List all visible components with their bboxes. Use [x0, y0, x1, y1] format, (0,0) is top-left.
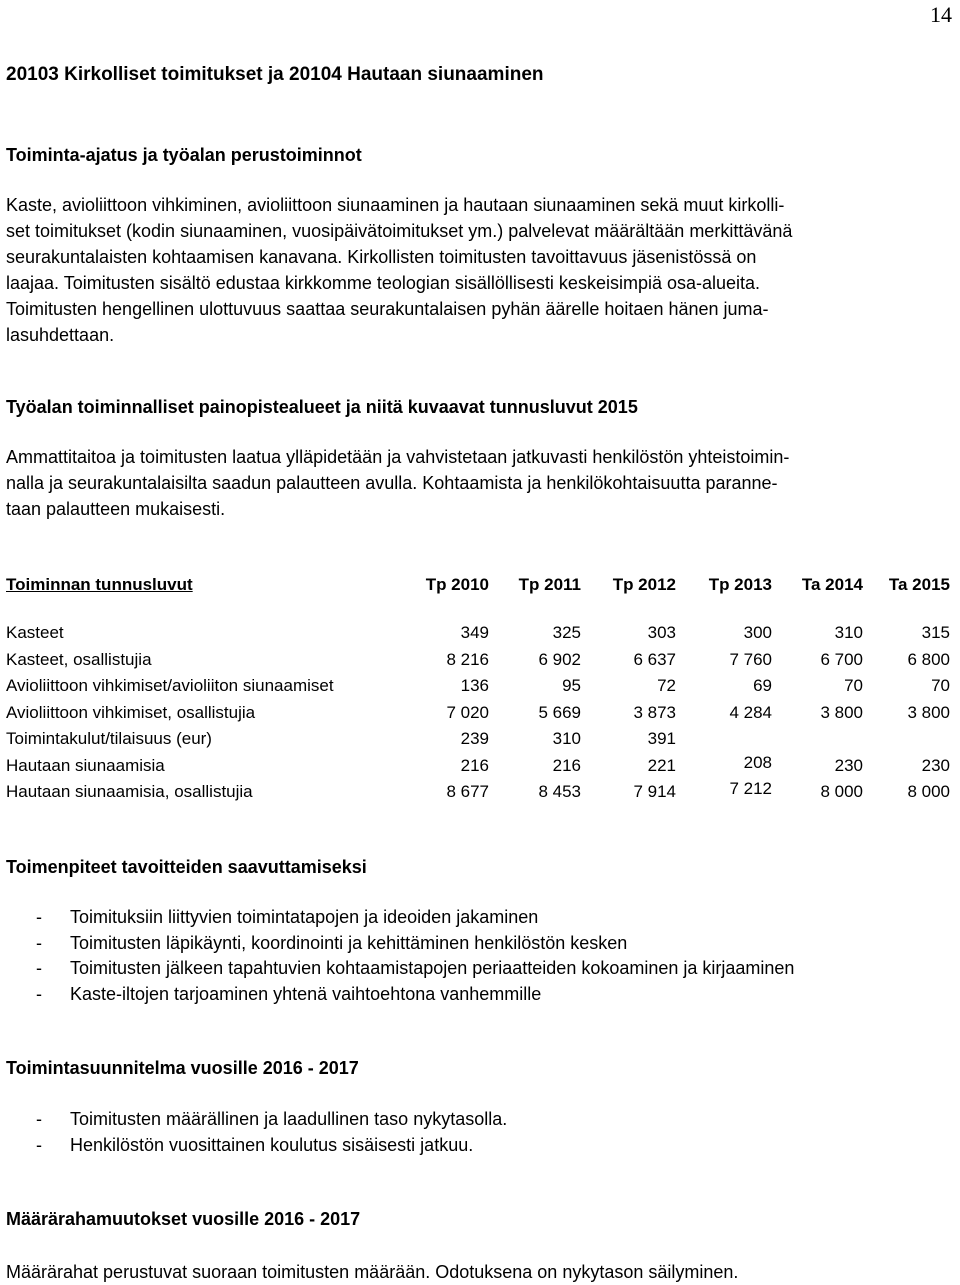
table-cell: 8 677 [446, 782, 489, 802]
table-cell: 315 [921, 623, 950, 643]
table-cell: 208 [743, 752, 772, 772]
row-label: Toimintakulut/tilaisuus (eur) [6, 729, 212, 749]
section-heading-budget: Määrärahamuutokset vuosille 2016 - 2017 [6, 1209, 361, 1229]
row-label: Kasteet, osallistujia [6, 649, 152, 669]
table-cell: 300 [743, 623, 772, 643]
list-item [36, 982, 794, 1008]
row-label: Hautaan siunaamisia, osallistujia [6, 782, 253, 802]
table-cell: 216 [460, 755, 489, 775]
column-header: Ta 2015 [888, 575, 950, 594]
paragraph-line: Ammattitaitoa ja toimitusten laatua ylläpidetään ja vahvistetaan jatkuvasti henkilöstön yhteistoimin- [6, 447, 790, 467]
list-item-text: Kaste-iltojen tarjoaminen yhtenä vaihtoehtona vanhemmille [70, 983, 542, 1004]
table-cell: 7 914 [633, 782, 676, 802]
table-cell: 216 [552, 755, 581, 775]
list-item-text: Toimitusten läpikäynti, koordinointi ja kehittäminen henkilöstön kesken [70, 932, 628, 953]
list-dash: - [36, 932, 42, 953]
list-dash: - [36, 907, 42, 927]
table-cell: 95 [562, 676, 581, 696]
table-row [6, 779, 952, 806]
plan-list [36, 1107, 507, 1158]
table-header-row [6, 572, 952, 620]
list-dash: - [36, 983, 42, 1004]
table-cell: 8 000 [820, 782, 863, 802]
section-heading-plan: Toimintasuunnitelma vuosille 2016 - 2017 [6, 1058, 359, 1078]
row-label: Kasteet [6, 623, 64, 643]
list-item-text: Henkilöstön vuosittainen koulutus sisäisesti jatkuu. [70, 1134, 474, 1155]
list-item [36, 931, 794, 957]
paragraph-line: laajaa. Toimitusten sisältö edustaa kirkkomme teologian sisällöllisesti keskeisimpiä osa-alueita. [6, 273, 761, 293]
paragraph-line: lasuhdettaan. [6, 325, 115, 345]
list-item-text: Toimituksiin liittyvien toimintatapojen ja ideoiden jakaminen [70, 907, 539, 927]
paragraph-line: Määrärahat perustuvat suoraan toimitusten määrään. Odotuksena on nykytason säilyminen. [6, 1262, 739, 1282]
column-header: Ta 2014 [801, 575, 863, 594]
table-cell: 4 284 [729, 702, 772, 722]
table-row [6, 620, 952, 647]
kpi-table [6, 572, 952, 806]
paragraph-line: Kaste, avioliittoon vihkiminen, avioliittoon siunaaminen ja hautaan siunaaminen sekä muut kirkolli- [6, 195, 785, 215]
section-heading-focus-areas: Työalan toiminnalliset painopistealueet ja niitä kuvaavat tunnusluvut 2015 [6, 397, 638, 417]
row-label: Avioliittoon vihkimiset/avioliiton siunaamiset [6, 676, 334, 696]
column-header: Tp 2012 [612, 575, 676, 594]
table-cell: 3 800 [907, 702, 950, 722]
page-title: 20103 Kirkolliset toimitukset ja 20104 Hautaan siunaaminen [6, 64, 544, 85]
paragraph-line: nalla ja seurakuntalaisilta saadun palautteen avulla. Kohtaamista ja henkilökohtaisuutta paranne- [6, 473, 778, 493]
table-cell: 8 000 [907, 782, 950, 802]
table-cell: 7 212 [729, 779, 772, 799]
table-cell: 303 [647, 623, 676, 643]
row-label: Hautaan siunaamisia [6, 755, 165, 775]
table-row [6, 726, 952, 753]
table-cell: 6 700 [820, 649, 863, 669]
paragraph-line: Toimitusten hengellinen ulottuvuus saattaa seurakuntalaisen pyhän äärelle hoitaen hänen juma- [6, 299, 769, 319]
table-cell: 72 [657, 676, 676, 696]
table-cell: 3 800 [820, 702, 863, 722]
table-cell: 5 669 [538, 702, 581, 722]
list-dash: - [36, 958, 42, 978]
paragraph-line: taan palautteen mukaisesti. [6, 499, 226, 519]
table-cell: 391 [647, 729, 676, 749]
table-row [6, 753, 952, 780]
table-cell: 8 216 [446, 649, 489, 669]
section-heading-actions: Toimenpiteet tavoitteiden saavuttamiseksi [6, 857, 367, 877]
page-number: 14 [930, 2, 952, 27]
list-item-text: Toimitusten jälkeen tapahtuvien kohtaamistapojen periaatteiden kokoaminen ja kirjaaminen [70, 958, 795, 978]
table-cell [774, 726, 865, 753]
column-header: Toiminnan tunnusluvut [6, 575, 193, 594]
table-cell: 7 020 [446, 702, 489, 722]
column-header: Tp 2013 [708, 575, 772, 594]
row-label: Avioliittoon vihkimiset, osallistujia [6, 702, 256, 722]
column-header: Tp 2010 [425, 575, 489, 594]
table-cell: 230 [834, 755, 863, 775]
table-cell: 325 [552, 623, 581, 643]
list-item [36, 1107, 507, 1133]
table-cell: 6 637 [633, 649, 676, 669]
paragraph-line: seurakuntalaisten kohtaamisen kanavana. Kirkollisten toimitusten tavoittavuus jäsenistössä on [6, 247, 757, 267]
section-heading-mission: Toiminta-ajatus ja työalan perustoiminnot [6, 145, 362, 165]
table-row [6, 700, 952, 727]
table-cell: 69 [753, 676, 772, 696]
budget-paragraph [6, 1259, 954, 1285]
table-cell: 70 [844, 676, 863, 696]
table-cell: 310 [552, 729, 581, 749]
list-dash: - [36, 1134, 42, 1155]
table-cell: 221 [647, 755, 676, 775]
table-cell: 136 [460, 676, 489, 696]
table-row [6, 673, 952, 700]
actions-list [36, 905, 794, 1007]
list-item [36, 1133, 507, 1159]
table-cell: 3 873 [633, 702, 676, 722]
table-row [6, 647, 952, 674]
column-header: Tp 2011 [518, 575, 581, 594]
list-item [36, 905, 794, 931]
mission-paragraph [6, 192, 954, 348]
paragraph-line: set toimitukset (kodin siunaaminen, vuosipäivätoimitukset ym.) palvelevat määrältään merkittävänä [6, 221, 793, 241]
table-cell: 310 [834, 623, 863, 643]
table-cell: 6 800 [907, 649, 950, 669]
list-dash: - [36, 1109, 42, 1129]
table-cell: 230 [921, 755, 950, 775]
list-item-text: Toimitusten määrällinen ja laadullinen taso nykytasolla. [70, 1109, 508, 1129]
table-cell: 239 [460, 729, 489, 749]
table-cell: 8 453 [538, 782, 581, 802]
table-cell: 70 [931, 676, 950, 696]
table-cell: 6 902 [538, 649, 581, 669]
list-item [36, 956, 794, 982]
table-cell: 7 760 [729, 649, 772, 669]
table-cell: 349 [460, 623, 489, 643]
table-cell [865, 726, 952, 753]
focus-areas-paragraph [6, 444, 954, 522]
